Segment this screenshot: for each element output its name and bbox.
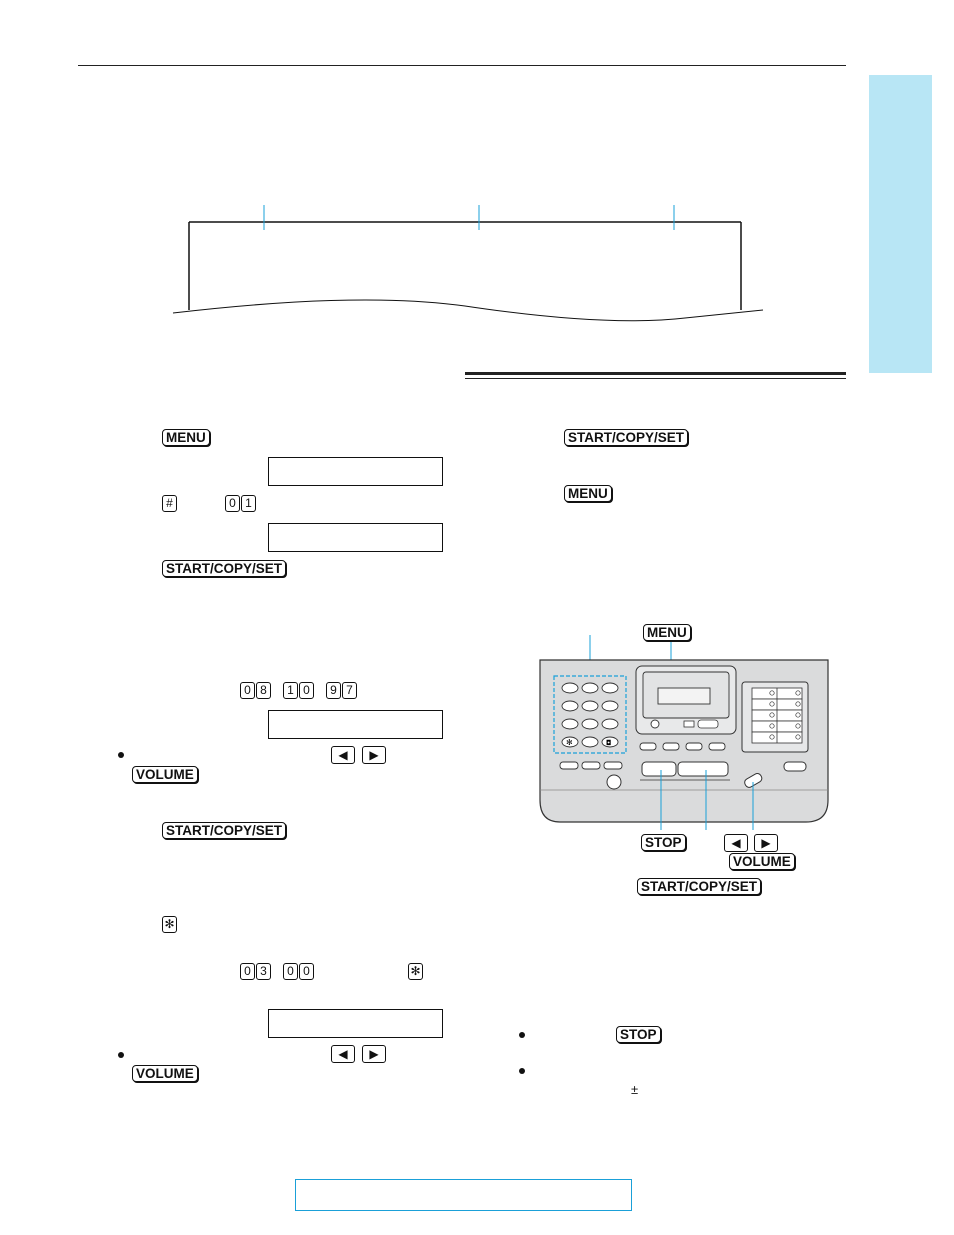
keypad-star-glyph: ✻ [566, 738, 573, 747]
right-arrow-key[interactable]: ▶ [362, 1045, 386, 1063]
start-copy-set-button[interactable]: START/COPY/SET [162, 822, 286, 839]
plus-minus-symbol: ± [631, 1082, 639, 1097]
display-window-3 [268, 710, 443, 739]
digit-key[interactable]: 9 [326, 682, 341, 699]
digit-key[interactable]: 8 [256, 682, 271, 699]
diagram-volume-label: VOLUME [729, 853, 795, 870]
right-arrow-key[interactable]: ▶ [362, 746, 386, 764]
diagram-right-arrow: ▶ [754, 834, 778, 852]
digit-key[interactable]: 1 [283, 682, 298, 699]
fax-printout-illustration [165, 200, 775, 330]
left-arrow-key[interactable]: ◀ [331, 746, 355, 764]
star-key[interactable]: ✻ [408, 963, 423, 980]
stop-button[interactable]: STOP [616, 1026, 661, 1043]
bullet [118, 752, 124, 758]
diagram-left-arrow: ◀ [724, 834, 748, 852]
digit-key[interactable]: 0 [225, 495, 240, 512]
keypad-hash-glyph: ◘ [606, 739, 612, 747]
digit-key[interactable]: 3 [256, 963, 271, 980]
section-heading-rule-thick [465, 372, 846, 375]
section-heading-rule-thin [465, 378, 846, 379]
digit-key[interactable]: 0 [299, 682, 314, 699]
star-key[interactable]: ✻ [162, 916, 177, 933]
menu-button[interactable]: MENU [162, 429, 210, 446]
start-copy-set-button[interactable]: START/COPY/SET [564, 429, 688, 446]
volume-button[interactable]: VOLUME [132, 1065, 198, 1082]
left-arrow-key[interactable]: ◀ [331, 1045, 355, 1063]
diagram-stop-label: STOP [641, 834, 686, 851]
digit-key[interactable]: 0 [299, 963, 314, 980]
display-window-1 [268, 457, 443, 486]
header-rule [78, 65, 846, 66]
fax-machine-diagram [530, 630, 840, 830]
display-window-4 [268, 1009, 443, 1038]
digit-key[interactable]: 0 [240, 682, 255, 699]
digit-key[interactable]: 1 [241, 495, 256, 512]
digit-key[interactable]: 0 [283, 963, 298, 980]
section-side-tab [869, 75, 932, 373]
diagram-menu-label: MENU [643, 624, 691, 641]
bullet [519, 1068, 525, 1074]
digit-key[interactable]: 7 [342, 682, 357, 699]
menu-button[interactable]: MENU [564, 485, 612, 502]
start-copy-set-button[interactable]: START/COPY/SET [162, 560, 286, 577]
volume-button[interactable]: VOLUME [132, 766, 198, 783]
display-window-2 [268, 523, 443, 552]
diagram-start-copy-set-label: START/COPY/SET [637, 878, 761, 895]
hash-key[interactable]: # [162, 495, 177, 512]
footer-page-box [295, 1179, 632, 1211]
bullet [118, 1052, 124, 1058]
bullet [519, 1032, 525, 1038]
digit-key[interactable]: 0 [240, 963, 255, 980]
